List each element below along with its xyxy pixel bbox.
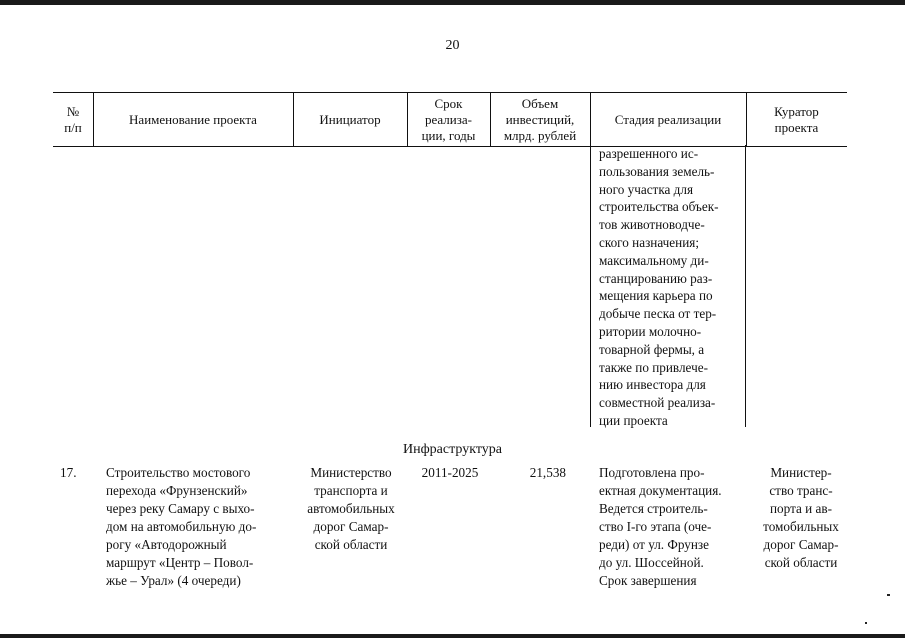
row-17-term: 2011-2025 [421,465,479,480]
scan-speck [887,594,890,596]
text-line: дорог Самар- [313,519,389,534]
text-line: маршрут «Центр – Повол- [106,555,254,570]
text-line: ного участка для [599,181,694,197]
header-num [53,93,93,146]
row-17-initiator [301,464,401,554]
text-line: рогу «Автодорожный [106,537,227,552]
text-line: ции проекта [599,412,668,428]
row-17-volume: 21,538 [529,465,566,480]
text-line: жье – Урал» (4 очереди) [106,573,241,588]
text-line: ектная документация. [599,483,722,498]
table-header [53,92,847,147]
text-line: Подготовлена про- [599,465,705,480]
header-volume [490,93,590,146]
text-line: транспорта и [314,483,388,498]
text-line: разрешенного ис- [599,146,699,161]
text-line: товарной фермы, а [599,341,705,357]
text-line: дорог Самар- [763,537,839,552]
section-title: Инфраструктура [403,442,502,457]
text-line: Министерство [310,465,392,480]
header-initiator [293,93,407,146]
text-line: реди) от ул. Фрунзе [599,537,709,552]
text-line: пользования земель- [599,163,715,179]
text-line: п/п [64,119,82,135]
header-name [93,93,293,146]
text-line: максимальному ди- [599,252,709,268]
text-line: ского назначения; [599,234,699,250]
text-line: проекта [774,119,819,135]
text-line: реализа- [424,111,472,127]
text-line: добыче песка от тер- [599,306,717,322]
text-line: Наименование проекта [129,111,257,127]
text-line: также по привлече- [599,359,708,375]
text-line: станцированию раз- [599,270,713,286]
text-line: совместной реализа- [599,395,716,411]
page-number: 20 [445,38,460,53]
text-line: через реку Самару с выхо- [106,501,255,516]
text-line: ской области [764,555,838,570]
text-line: нию инвестора для [599,377,706,393]
text-line: до ул. Шоссейной. [599,555,704,570]
header-stage [590,93,746,146]
text-line: Министер- [770,465,832,480]
stage-continuation-text [599,145,739,430]
header-term [407,93,490,146]
text-line: ской области [314,537,388,552]
text-line: ство I-го этапа (оче- [599,519,712,534]
text-line: автомобильных [307,501,395,516]
text-line: мещения карьера по [599,288,713,304]
text-line: Строительство мостового [106,465,251,480]
header-curator [746,93,847,146]
bottom-border [0,634,905,638]
text-line: Куратор [774,103,819,119]
row-17-stage [599,464,739,590]
text-line: строительства объек- [599,199,719,215]
text-line: Стадия реализации [614,111,722,127]
text-line: Ведется строитель- [599,501,708,516]
text-line: Срок [434,95,463,111]
scan-speck [865,622,867,624]
text-line: перехода «Фрунзенский» [106,483,248,498]
text-line: порта и ав- [770,501,832,516]
text-line: № [66,103,80,119]
text-line: ции, годы [421,127,476,143]
text-line: Срок завершения [599,573,697,588]
row-17-curator [757,464,845,572]
text-line: ритории молочно- [599,323,702,339]
text-line: Объем [521,95,559,111]
text-line: ство транс- [769,483,833,498]
text-line: Инициатор [319,111,381,127]
text-line: дом на автомобильную до- [106,519,257,534]
top-border [0,0,905,5]
text-line: млрд. рублей [503,127,577,143]
text-line: тов животноводче- [599,217,705,233]
row-17-num: 17. [60,465,77,480]
row-17-project-name [106,464,292,590]
text-line: инвестиций, [505,111,575,127]
text-line: томобильных [763,519,839,534]
